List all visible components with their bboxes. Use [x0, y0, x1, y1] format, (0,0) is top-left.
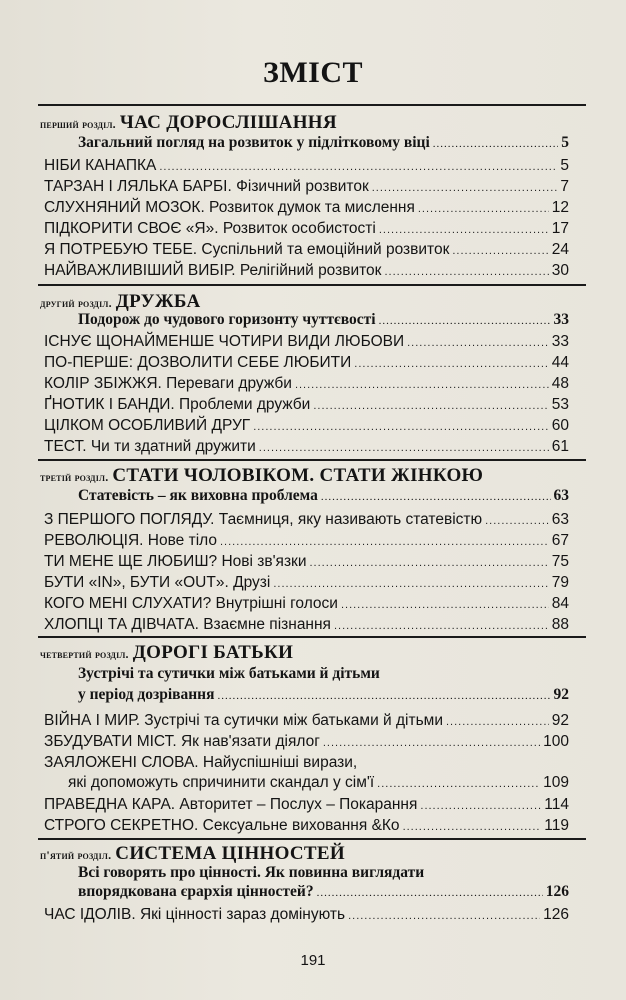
- section-rule: [38, 636, 586, 638]
- leader-dots: [159, 161, 557, 173]
- page-number: 33: [553, 311, 569, 328]
- leader-dots: [372, 182, 558, 194]
- toc-entry: [44, 178, 569, 196]
- section-name: ДРУЖБА: [115, 291, 201, 312]
- toc-entry: [44, 553, 569, 571]
- leader-dots: [452, 245, 548, 257]
- section-heading-2: [40, 291, 580, 313]
- leader-dots: [259, 442, 549, 454]
- page-number: 30: [551, 262, 569, 279]
- page-number: 114: [544, 796, 569, 813]
- page-number: 12: [551, 199, 569, 216]
- toc-entry: [44, 333, 569, 351]
- toc-entry: [44, 574, 569, 592]
- toc-entry: [44, 532, 569, 550]
- page-number: 5: [561, 134, 569, 151]
- entry-text: НАЙВАЖЛИВІШИЙ ВИБІР. Релігійний розвиток: [44, 262, 382, 279]
- section-rule: [38, 459, 586, 461]
- entry-text: КОЛІР ЗБІЖЖЯ. Переваги дружби: [44, 375, 292, 392]
- toc-entry: [44, 754, 569, 772]
- entry-text: КОГО МЕНІ СЛУХАТИ? Внутрішні голоси: [44, 595, 338, 612]
- section-intro-cont: [78, 883, 569, 901]
- page-number: 33: [551, 333, 569, 350]
- section-name: СИСТЕМА ЦІННОСТЕЙ: [115, 843, 345, 864]
- page-number: 88: [551, 616, 569, 633]
- section-heading-3: [40, 465, 580, 487]
- leader-dots: [384, 266, 548, 278]
- entry-text: НІБИ КАНАПКА: [44, 157, 157, 174]
- entry-text: ВІЙНА І МИР. Зустрічі та сутички між батьками й дітьми: [44, 712, 443, 729]
- page-number: 126: [543, 906, 569, 923]
- section-heading-4: [40, 642, 580, 664]
- leader-dots: [348, 910, 540, 922]
- page-number: 79: [551, 574, 569, 591]
- title-rule: [38, 104, 586, 106]
- page-number: 5: [560, 157, 569, 174]
- page-number: 75: [551, 553, 569, 570]
- toc-entry: [44, 712, 569, 730]
- section-rule: [38, 838, 586, 840]
- toc-entry: [44, 157, 569, 175]
- leader-dots: [323, 737, 540, 749]
- page-number: 84: [551, 595, 569, 612]
- intro-text: Статевість – як виховна проблема: [78, 487, 318, 504]
- page-number: 92: [553, 686, 569, 703]
- entry-text: ІСНУЄ ЩОНАЙМЕНШЕ ЧОТИРИ ВИДИ ЛЮБОВИ: [44, 333, 405, 350]
- page-number: 100: [543, 733, 569, 750]
- section-label: перший розділ.: [40, 117, 116, 131]
- section-heading-5: [40, 843, 580, 865]
- leader-dots: [354, 358, 548, 370]
- section-intro: [78, 134, 569, 152]
- leader-dots: [377, 778, 540, 790]
- leader-dots: [433, 138, 558, 150]
- toc-entry: [44, 375, 569, 393]
- leader-dots: [317, 887, 543, 899]
- leader-dots: [379, 315, 551, 327]
- toc-entry: [44, 438, 569, 456]
- section-rule: [38, 284, 586, 286]
- entry-text: ПО-ПЕРШЕ: ДОЗВОЛИТИ СЕБЕ ЛЮБИТИ: [44, 354, 352, 371]
- intro-text: Подорож до чудового горизонту чуттєвості: [78, 311, 376, 328]
- leader-dots: [334, 620, 549, 632]
- entry-text: ЦІЛКОМ ОСОБЛИВИЙ ДРУГ: [44, 417, 251, 434]
- toc-entry: [44, 616, 569, 634]
- toc-entry: [44, 817, 569, 835]
- toc-entry: [44, 220, 569, 238]
- intro-text: Загальний погляд на розвиток у підлітковому віці: [78, 134, 430, 151]
- leader-dots: [403, 821, 542, 833]
- section-label: четвертий розділ.: [40, 647, 129, 661]
- leader-dots: [310, 557, 549, 569]
- toc-entry: [44, 199, 569, 217]
- entry-text: БУТИ «IN», БУТИ «OUT». Друзі: [44, 574, 271, 591]
- leader-dots: [418, 203, 549, 215]
- page-title: ЗМІСТ: [263, 56, 363, 89]
- entry-text: З ПЕРШОГО ПОГЛЯДУ. Таємниця, яку називають статевістю: [44, 511, 483, 528]
- section-label: третій розділ.: [40, 470, 109, 484]
- toc-entry: [44, 417, 569, 435]
- section-name: СТАТИ ЧОЛОВІКОМ. СТАТИ ЖІНКОЮ: [112, 465, 484, 486]
- page-number: 119: [544, 817, 569, 834]
- page-number: 48: [551, 375, 569, 392]
- page-folio: 191: [300, 952, 326, 969]
- toc-entry-cont: [68, 774, 569, 792]
- toc-entry: [44, 396, 569, 414]
- entry-text: ПІДКОРИТИ СВОЄ «Я». Розвиток особистості: [44, 220, 376, 237]
- page-number: 53: [551, 396, 569, 413]
- section-label: п'ятий розділ.: [40, 848, 112, 862]
- toc-entry: [44, 733, 569, 751]
- leader-dots: [341, 599, 549, 611]
- intro-text: у період дозрівання: [78, 686, 215, 703]
- leader-dots: [379, 224, 549, 236]
- leader-dots: [273, 578, 548, 590]
- page-number: 67: [551, 532, 569, 549]
- section-heading-1: [40, 112, 580, 134]
- page-number: 7: [560, 178, 569, 195]
- leader-dots: [407, 337, 549, 349]
- leader-dots: [420, 800, 541, 812]
- entry-text: ЧАС ІДОЛІВ. Які цінності зараз домінують: [44, 906, 346, 923]
- toc-entry: [44, 906, 569, 924]
- section-name: ЧАС ДОРОСЛІШАННЯ: [119, 112, 337, 133]
- entry-text: РЕВОЛЮЦІЯ. Нове тіло: [44, 532, 217, 549]
- leader-dots: [321, 491, 551, 503]
- leader-dots: [485, 515, 549, 527]
- page-number: 126: [545, 883, 569, 900]
- section-intro-cont: [78, 686, 569, 704]
- entry-text: ЗБУДУВАТИ МІСТ. Як нав'язати діялог: [44, 733, 320, 750]
- entry-text: ХЛОПЦІ ТА ДІВЧАТА. Взаємне пізнання: [44, 616, 331, 633]
- toc-entry: [44, 241, 569, 259]
- entry-text: СТРОГО СЕКРЕТНО. Сексуальне виховання &Ко: [44, 817, 400, 834]
- toc-entry: [44, 796, 569, 814]
- toc-entry: [44, 262, 569, 280]
- leader-dots: [313, 400, 548, 412]
- section-intro: [78, 311, 569, 329]
- entry-text: ТИ МЕНЕ ЩЕ ЛЮБИШ? Нові зв'язки: [44, 553, 307, 570]
- page-number: 63: [551, 511, 569, 528]
- page-number: 17: [551, 220, 569, 237]
- intro-text: Всі говорять про цінності. Як повинна виглядати: [78, 864, 425, 881]
- toc-entry: [44, 354, 569, 372]
- page-number: 92: [551, 712, 569, 729]
- toc-entry: [44, 511, 569, 529]
- entry-text: які допоможуть спричинити скандал у сім'ї: [68, 774, 375, 791]
- section-intro: [78, 665, 569, 683]
- section-intro: [78, 487, 569, 505]
- intro-text: Зустрічі та сутички між батьками й дітьми: [78, 665, 380, 682]
- leader-dots: [253, 421, 549, 433]
- section-label: другий розділ.: [40, 296, 112, 310]
- section-intro: [78, 864, 569, 882]
- intro-text: впорядкована єрархія цінностей?: [78, 883, 314, 900]
- entry-text: ЗАЯЛОЖЕНІ СЛОВА. Найуспішніші вирази,: [44, 754, 358, 771]
- entry-text: ТЕСТ. Чи ти здатний дружити: [44, 438, 256, 455]
- page-number: 44: [551, 354, 569, 371]
- page-number: 109: [543, 774, 569, 791]
- leader-dots: [295, 379, 549, 391]
- entry-text: ҐНОТИК І БАНДИ. Проблеми дружби: [44, 396, 311, 413]
- toc-entry: [44, 595, 569, 613]
- page-number: 63: [553, 487, 569, 504]
- entry-text: Я ПОТРЕБУЮ ТЕБЕ. Суспільний та емоційний розвиток: [44, 241, 450, 258]
- leader-dots: [446, 716, 549, 728]
- page-number: 61: [551, 438, 569, 455]
- page-number: 60: [551, 417, 569, 434]
- leader-dots: [218, 690, 551, 702]
- page-number: 24: [551, 241, 569, 258]
- entry-text: ПРАВЕДНА КАРА. Авторитет – Послух – Покарання: [44, 796, 418, 813]
- leader-dots: [220, 536, 549, 548]
- entry-text: ТАРЗАН І ЛЯЛЬКА БАРБІ. Фізичний розвиток: [44, 178, 369, 195]
- entry-text: СЛУХНЯНИЙ МОЗОК. Розвиток думок та мислення: [44, 199, 415, 216]
- section-name: ДОРОГІ БАТЬКИ: [132, 642, 294, 663]
